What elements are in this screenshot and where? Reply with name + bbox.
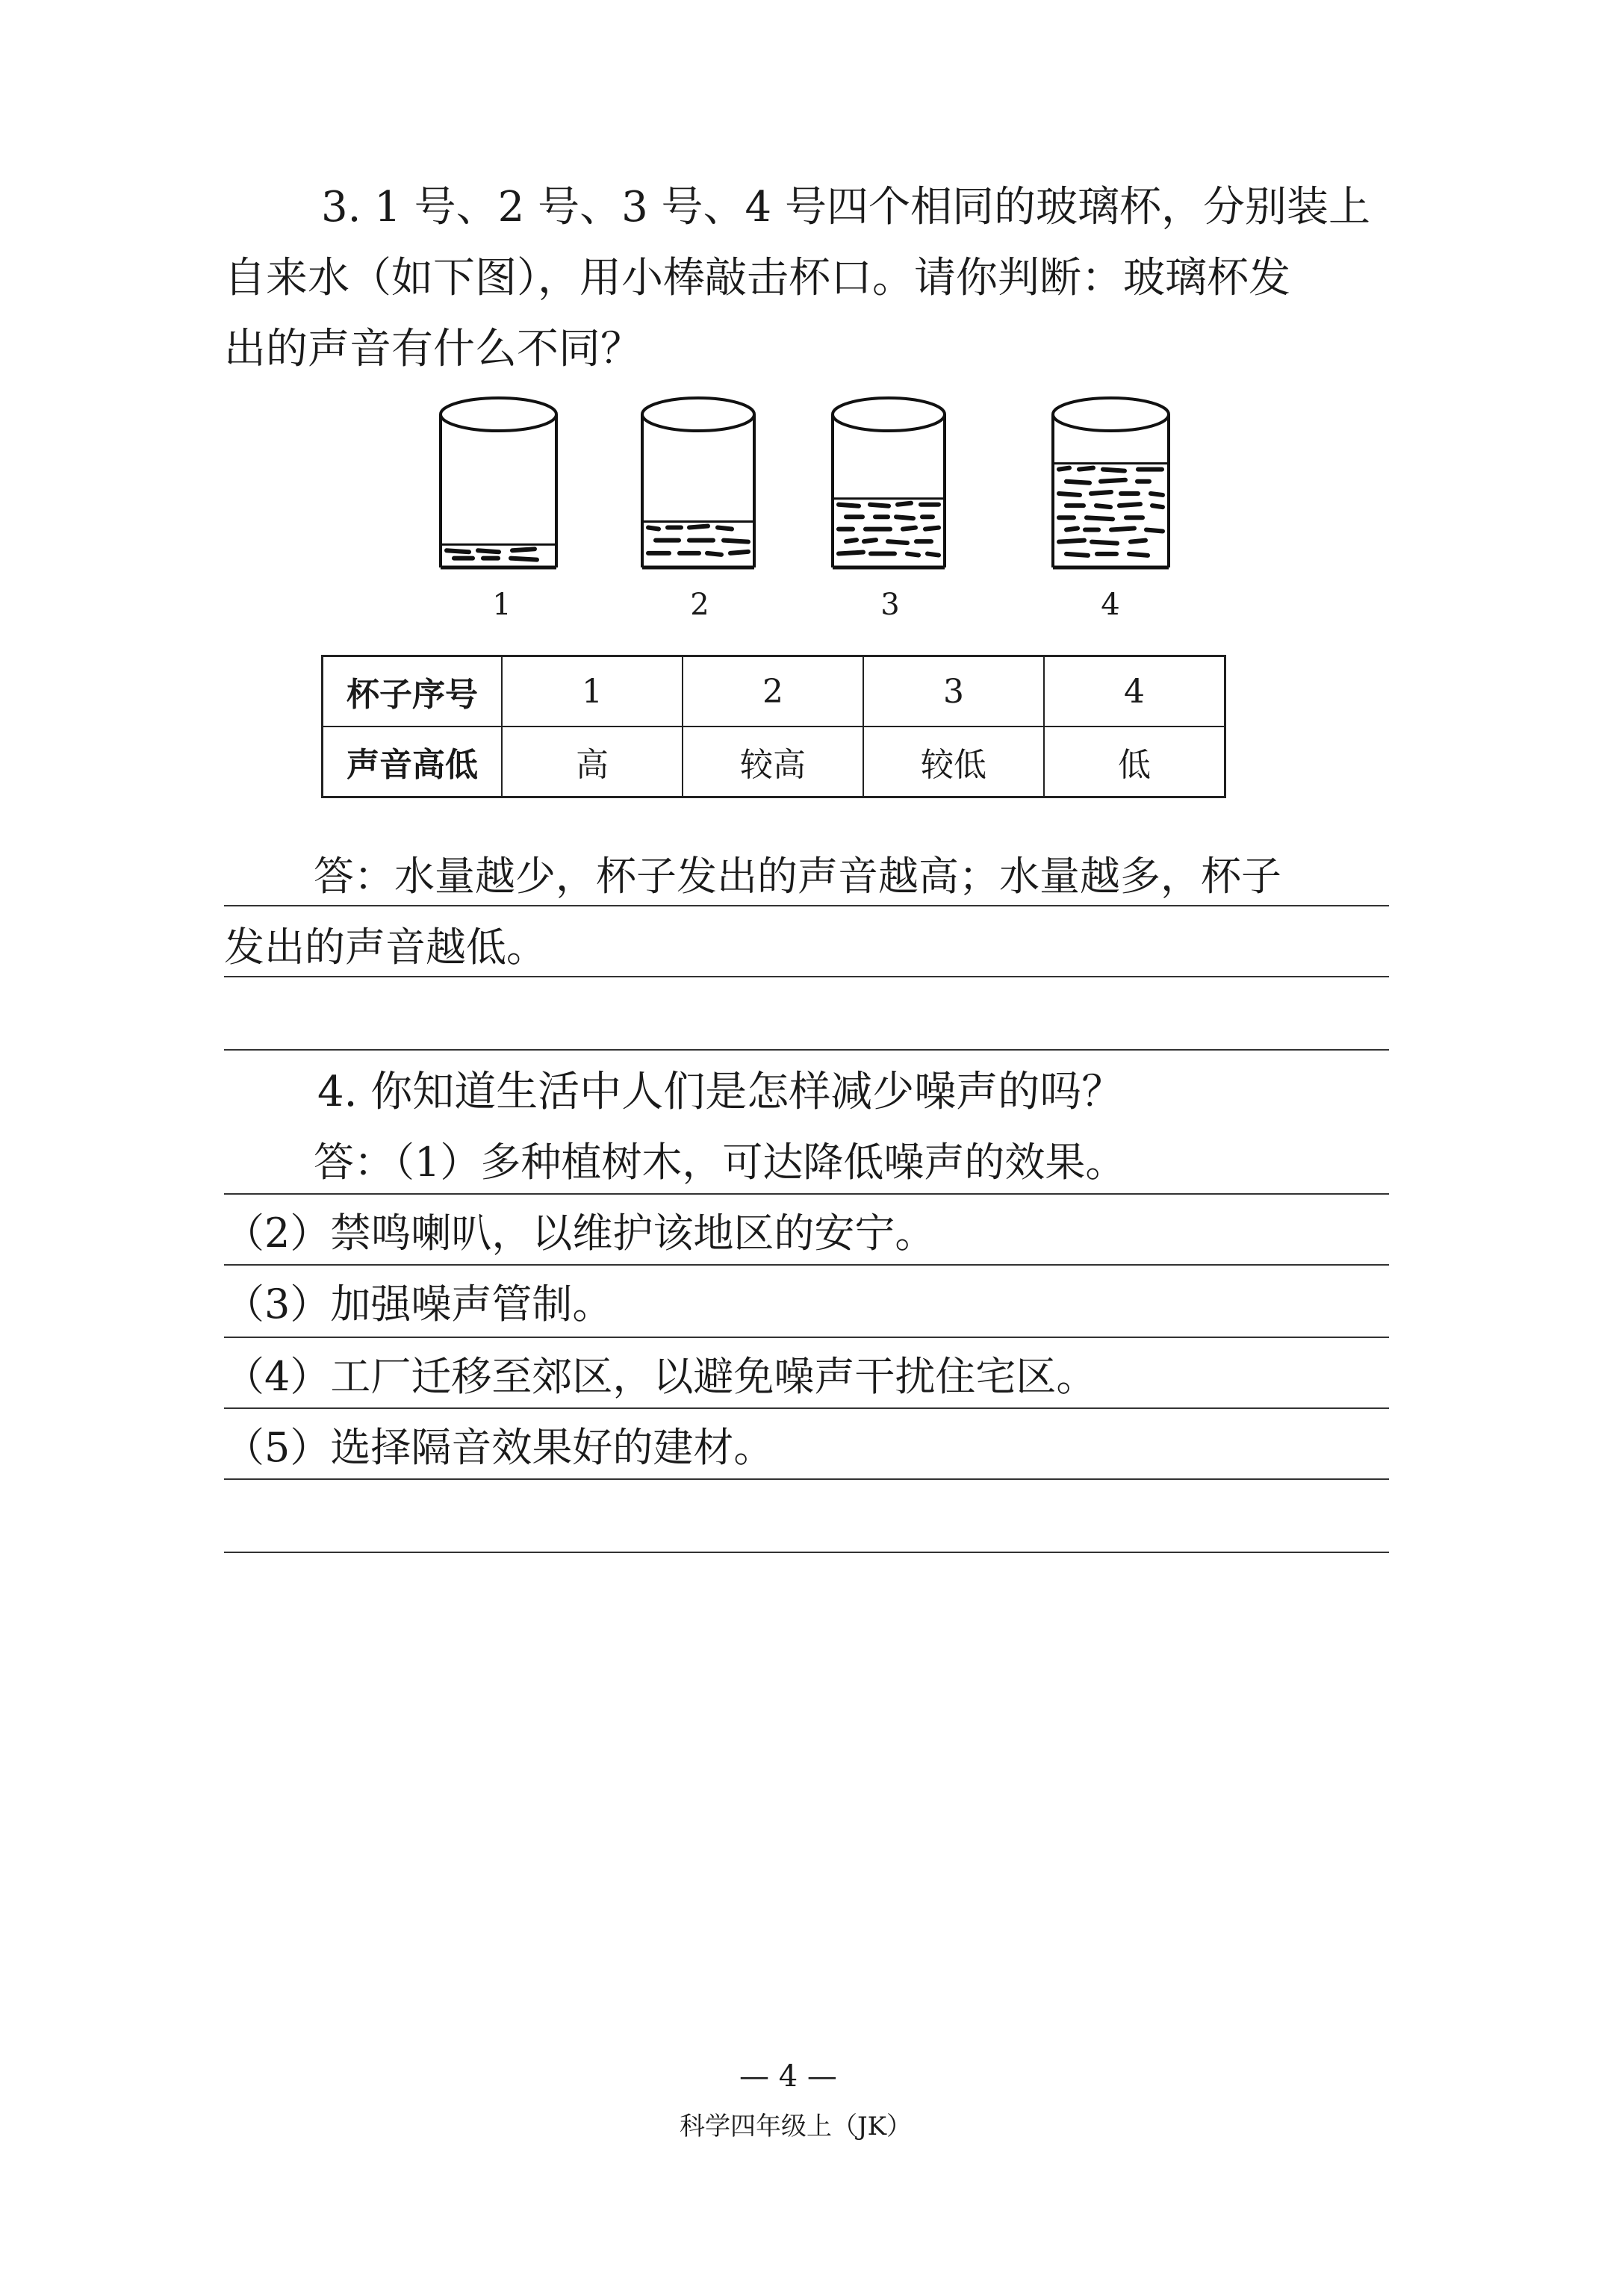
q4-title: 4. 你知道生活中人们是怎样减少噪声的吗？ [317,1068,1124,1116]
answer-rule [224,905,1389,906]
q4-answer-line-1: 答：（1）多种植树木，可达降低噪声的效果。 [314,1139,1126,1186]
cup-number-cell: 3 [863,656,1044,727]
cup-number-cell: 4 [1044,656,1225,727]
pitch-header: 声音高低 [323,727,503,797]
answer-rule [224,1193,1389,1195]
answer-rule [224,1049,1389,1051]
page-number: — 4 — [739,2059,837,2094]
glass-cup-2 [642,398,754,567]
book-title: 科学四年级上（JK） [680,2112,913,2141]
q3-text-line-2: 自来水（如下图），用小棒敲击杯口。请你判断：玻璃杯发 [224,254,1290,302]
glass-cup-3 [833,398,945,567]
q4-answer-line-2: （2）禁鸣喇叭，以维护该地区的安宁。 [224,1210,936,1257]
pitch-cell: 低 [1044,727,1225,797]
q3-answer-line-1: 答：水量越少，杯子发出的声音越高；水量越多，杯子 [314,853,1281,900]
glass-cup-4 [1053,398,1169,567]
answer-rule [224,1407,1389,1409]
q3-text-line-3: 出的声音有什么不同？ [224,325,642,373]
answer-rule [224,1264,1389,1266]
cup-label-4: 4 [1101,588,1120,622]
q4-answer-line-3: （3）加强噪声管制。 [224,1281,613,1328]
glass-cup-1 [441,398,556,567]
cup-number-cell: 2 [683,656,863,727]
glass-cups-figure [418,388,1240,582]
q4-answer-line-4: （4）工厂迁移至郊区，以避免噪声干扰住宅区。 [224,1353,1097,1400]
cup-number-header: 杯子序号 [323,656,503,727]
pitch-table [321,655,1226,798]
answer-rule [224,1337,1389,1338]
table-row [323,727,1225,797]
pitch-cell: 较高 [683,727,863,797]
pitch-cell: 较低 [863,727,1044,797]
answer-rule [224,976,1389,977]
cup-label-3: 3 [880,588,900,622]
q4-answer-line-5: （5）选择隔音效果好的建材。 [224,1424,774,1471]
pitch-cell: 高 [502,727,683,797]
q3-answer-line-2: 发出的声音越低。 [224,924,547,971]
answer-rule [224,1552,1389,1553]
answer-rule [224,1478,1389,1480]
q3-text-line-1: 3. 1 号、2 号、3 号、4 号四个相同的玻璃杯，分别装上 [321,183,1370,231]
cup-label-1: 1 [492,588,512,622]
cup-number-cell: 1 [502,656,683,727]
water-fill [835,499,942,567]
table-row [323,656,1225,727]
cup-label-2: 2 [690,588,709,622]
